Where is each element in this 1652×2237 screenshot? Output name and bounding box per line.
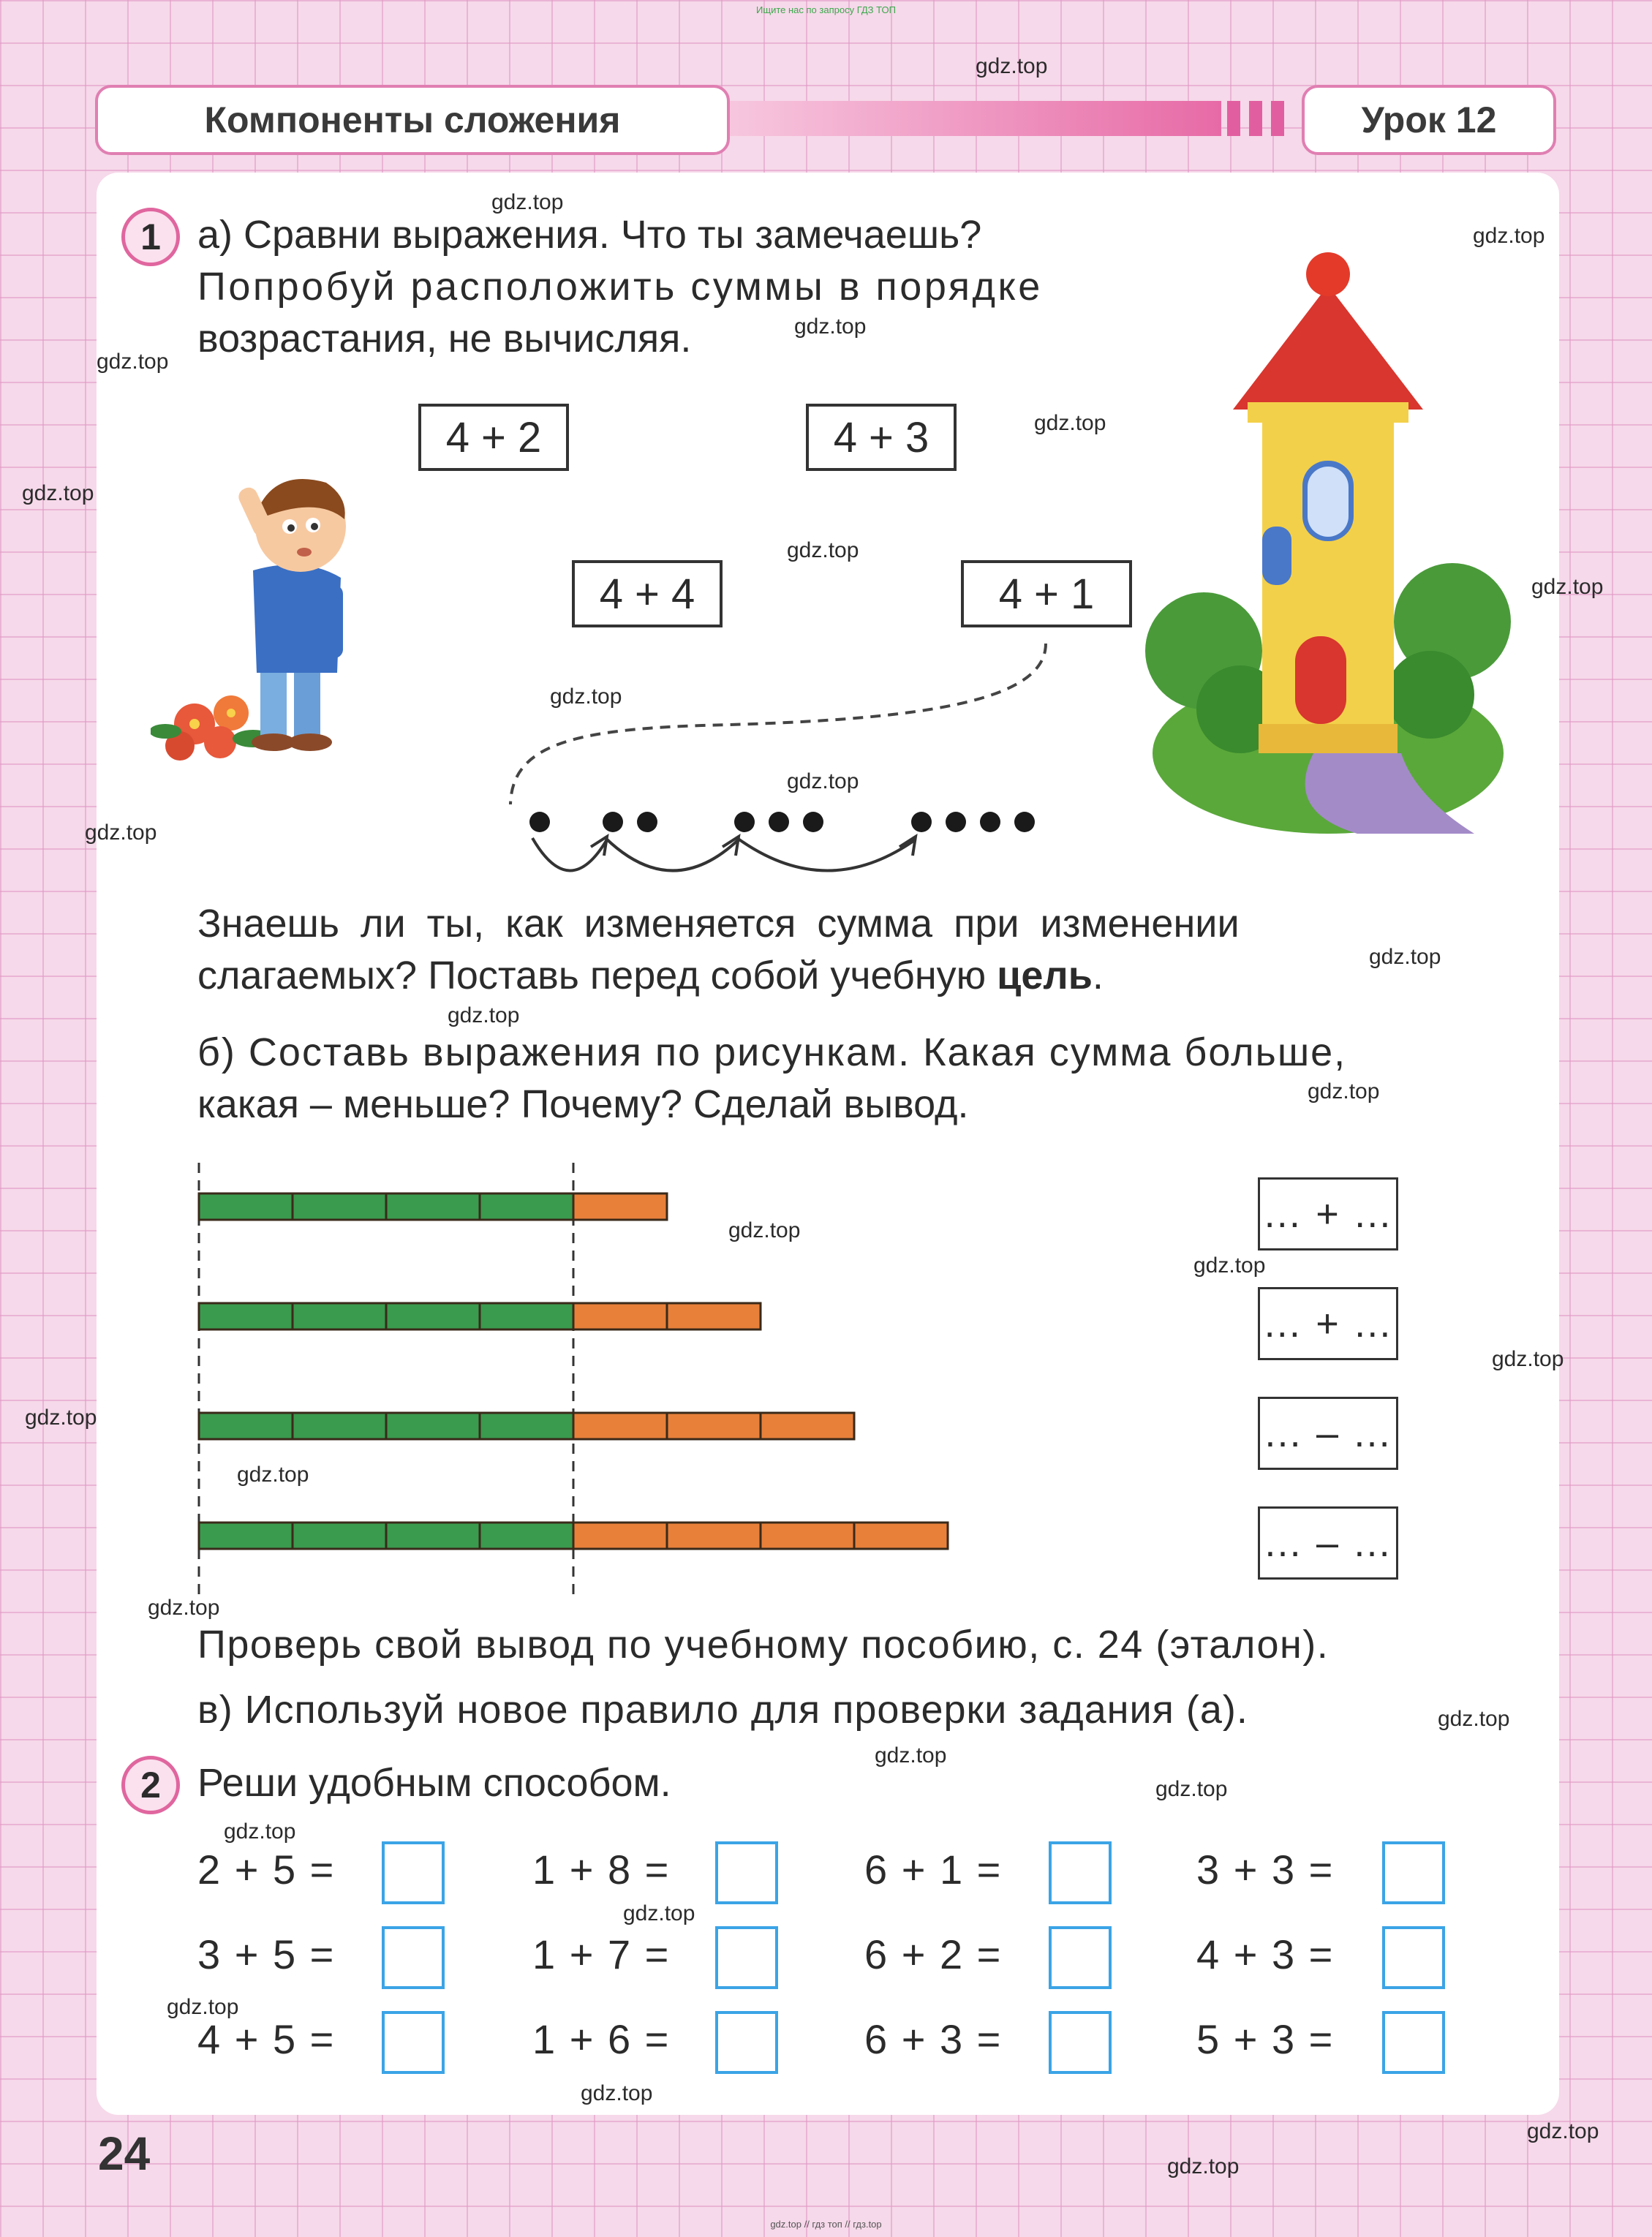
task-1a-line-2: Попробуй расположить суммы в порядке (197, 265, 1043, 309)
watermark: gdz.top (794, 314, 867, 339)
dot (803, 812, 823, 832)
bar-segment-green (199, 1413, 293, 1439)
answer-square[interactable] (382, 1841, 445, 1904)
task-2-number: 2 (121, 1756, 180, 1814)
equation-text: 4 + 3 = (1196, 1931, 1335, 1977)
arc-arrow (737, 838, 916, 871)
answer-square[interactable] (1049, 2011, 1112, 2074)
watermark: gdz.top (224, 1819, 296, 1844)
boy-icon (235, 479, 346, 751)
watermark: gdz.top (22, 481, 94, 505)
bar-segment-orange (667, 1303, 761, 1329)
watermark: gdz.top (976, 54, 1048, 78)
answer-box-2[interactable]: … + … (1258, 1287, 1398, 1360)
boy-illustration (151, 431, 399, 768)
bottom-note: gdz.top // гдз топ // гдз.top (770, 2219, 882, 2230)
dot (911, 812, 932, 832)
arrows-layer (532, 837, 916, 871)
dots-path-diagram (483, 644, 1141, 878)
bar-segment-green (480, 1523, 573, 1549)
watermark: gdz.top (448, 1003, 520, 1027)
top-search-note: Ищите нас по запросу ГДЗ ТОП (756, 4, 896, 15)
answer-square[interactable] (715, 1926, 778, 1989)
dot (1014, 812, 1035, 832)
expression-box-4-plus-1: 4 + 1 (961, 560, 1132, 627)
equation-text: 3 + 3 = (1196, 1846, 1335, 1893)
bar-segment-green (386, 1523, 480, 1549)
answer-square[interactable] (1049, 1841, 1112, 1904)
watermark: gdz.top (787, 538, 859, 562)
watermark: gdz.top (491, 190, 564, 214)
equation-text: 4 + 5 = (197, 2016, 336, 2062)
answer-square[interactable] (382, 2011, 445, 2074)
answer-square[interactable] (1382, 1841, 1445, 1904)
task-1a-line-1 (197, 209, 1180, 261)
answer-square[interactable] (1049, 1926, 1112, 1989)
watermark: gdz.top (1492, 1347, 1564, 1371)
bars-layer (199, 1193, 948, 1549)
task-1a-line-1-text: а) Сравни выражения. Что ты замечаешь? (197, 213, 982, 257)
bar-segment-green (480, 1413, 573, 1439)
question-line-1 (197, 898, 1528, 950)
watermark: gdz.top (787, 769, 859, 793)
watermark: gdz.top (1438, 1707, 1510, 1731)
dot (637, 812, 657, 832)
dot (603, 812, 623, 832)
answer-box-3[interactable]: … – … (1258, 1397, 1398, 1470)
bar-segment-orange (573, 1523, 667, 1549)
watermark: gdz.top (875, 1743, 947, 1768)
watermark: gdz.top (167, 1995, 239, 2019)
header-band (724, 101, 1221, 136)
watermark: gdz.top (1531, 575, 1604, 599)
equation-text: 1 + 7 = (532, 1931, 671, 1977)
bar-segment-green (293, 1303, 386, 1329)
expression-box-4-plus-4: 4 + 4 (572, 560, 723, 627)
equation-text: 3 + 5 = (197, 1931, 336, 1977)
bar-segment-green (199, 1523, 293, 1549)
watermark: gdz.top (1155, 1777, 1228, 1801)
tower-illustration (1138, 241, 1518, 841)
expression-box-4-plus-3: 4 + 3 (806, 404, 957, 471)
page-number: 24 (98, 2127, 151, 2180)
watermark: gdz.top (1034, 411, 1106, 435)
watermark: gdz.top (1369, 945, 1441, 969)
bar-segment-green (480, 1193, 573, 1220)
equation-text: 6 + 2 = (864, 1931, 1003, 1977)
question-line-2 (197, 950, 1104, 1002)
dots-layer (529, 812, 1035, 832)
answer-square[interactable] (715, 2011, 778, 2074)
bar-segment-orange (573, 1303, 667, 1329)
dot (529, 812, 550, 832)
watermark: gdz.top (1167, 2154, 1240, 2178)
task-2-title: Реши удобным способом. (197, 1761, 671, 1805)
bar-segment-green (293, 1523, 386, 1549)
watermark: gdz.top (581, 2081, 653, 2105)
dot (769, 812, 789, 832)
bar-segment-green (386, 1413, 480, 1439)
answer-square[interactable] (382, 1926, 445, 1989)
question-line-1-text: Знаешь ли ты, как изменяется сумма при изменении (197, 902, 1240, 946)
question-line-2-start: слагаемых? Поставь перед собой учебную (197, 954, 987, 997)
check-line: Проверь свой вывод по учебному пособию, с. 24 (эталон). (197, 1623, 1329, 1667)
answer-box-1[interactable]: … + … (1258, 1177, 1398, 1250)
watermark: gdz.top (237, 1463, 309, 1487)
task-1b-line-2: какая – меньше? Почему? Сделай вывод. (197, 1082, 969, 1126)
watermark: gdz.top (97, 350, 169, 374)
lesson-label: Урок 12 (1302, 85, 1556, 155)
bar-segment-orange (573, 1413, 667, 1439)
bar-segment-green (480, 1303, 573, 1329)
question-line-2-end: . (1092, 954, 1104, 997)
answer-square[interactable] (1382, 1926, 1445, 1989)
bar-segment-green (199, 1303, 293, 1329)
watermark: gdz.top (1193, 1253, 1266, 1278)
watermark: gdz.top (1527, 2119, 1599, 2143)
bar-segment-orange (761, 1523, 854, 1549)
bar-segment-orange (854, 1523, 948, 1549)
watermark: gdz.top (1308, 1079, 1380, 1104)
answer-square[interactable] (715, 1841, 778, 1904)
task-1a-line-3: возрастания, не вычисляя. (197, 317, 692, 361)
watermark: gdz.top (623, 1901, 695, 1925)
goal-word: цель (997, 954, 1093, 997)
dot (980, 812, 1000, 832)
equation-text: 6 + 1 = (864, 1846, 1003, 1893)
bar-segment-orange (667, 1523, 761, 1549)
watermark: gdz.top (25, 1406, 97, 1430)
task-1-number: 1 (121, 208, 180, 266)
dot (946, 812, 966, 832)
equation-text: 2 + 5 = (197, 1846, 336, 1893)
bars-diagram (190, 1163, 965, 1602)
watermark: gdz.top (1473, 224, 1545, 248)
watermark: gdz.top (550, 684, 622, 709)
task-1c-line: в) Используй новое правило для проверки задания (а). (197, 1688, 1248, 1732)
watermark: gdz.top (728, 1218, 801, 1242)
header-stripe (1249, 101, 1262, 136)
equation-text: 6 + 3 = (864, 2016, 1003, 2062)
bar-segment-orange (667, 1413, 761, 1439)
arc-arrow (606, 838, 739, 871)
equation-text: 1 + 8 = (532, 1846, 671, 1893)
watermark: gdz.top (148, 1596, 220, 1620)
equation-text: 1 + 6 = (532, 2016, 671, 2062)
header-stripe (1271, 101, 1284, 136)
header-stripe (1227, 101, 1240, 136)
bar-segment-orange (573, 1193, 667, 1220)
answer-square[interactable] (1382, 2011, 1445, 2074)
topic-title: Компоненты сложения (95, 85, 730, 155)
expression-box-4-plus-2: 4 + 2 (418, 404, 569, 471)
equation-text: 5 + 3 = (1196, 2016, 1335, 2062)
bar-segment-orange (761, 1413, 854, 1439)
watermark: gdz.top (85, 821, 157, 845)
bar-segment-green (293, 1413, 386, 1439)
bar-segment-green (386, 1303, 480, 1329)
bar-segment-green (386, 1193, 480, 1220)
bar-segment-green (199, 1193, 293, 1220)
dot (734, 812, 755, 832)
bar-segment-green (293, 1193, 386, 1220)
flowers-icon (151, 695, 274, 761)
dashed-path (510, 644, 1046, 804)
task-1b-line-1: б) Составь выражения по рисункам. Какая сумма больше, (197, 1030, 1347, 1074)
answer-box-4[interactable]: … – … (1258, 1506, 1398, 1580)
